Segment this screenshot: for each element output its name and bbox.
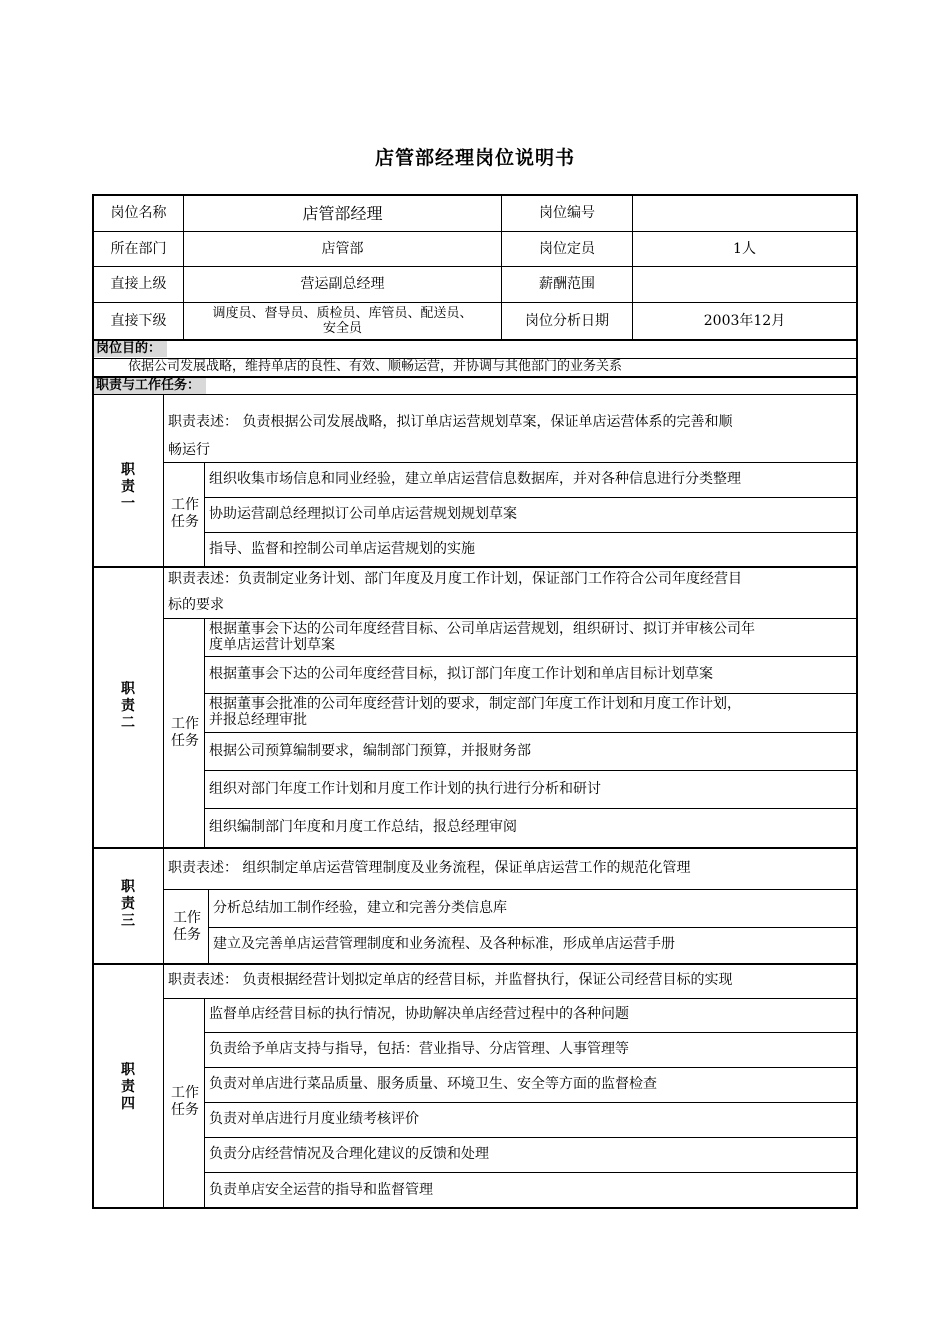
duty-1-desc-line-2: 畅运行 [168,442,210,458]
duty-1-task-1: 组织收集市场信息和同业经验，建立单店运营信息数据库，并对各种信息进行分类整理 [209,471,741,487]
position-no-label: 岗位编号 [539,205,595,221]
duty-2-task-2: 根据董事会下达的公司年度经营目标，拟订部门年度工作计划和单店目标计划草案 [209,666,713,682]
headcount-value: 1人 [733,240,756,257]
duty-4-task-4: 负责对单店进行月度业绩考核评价 [209,1111,419,1127]
purpose-label: 岗位目的： [94,341,167,357]
duty-4-task-3: 负责对单店进行菜品质量、服务质量、环境卫生、安全等方面的监督检查 [209,1076,657,1092]
duties-label: 职责与工作任务： [94,378,206,394]
analysis-date-value: 2003年12月 [703,312,786,329]
position-no-value [633,196,856,231]
subordinate-line-1: 调度员、督导员、质检员、库管员、配送员、 [212,306,473,321]
duty-2-task-6: 组织编制部门年度和月度工作总结，报总经理审阅 [209,819,517,835]
duty-2-name: 职 责 二 [121,681,135,731]
department-value: 店管部 [321,240,364,257]
position-name-label: 岗位名称 [110,205,167,221]
headcount-label: 岗位定员 [539,240,595,257]
duty-3-work-label: 工作 任务 [173,910,201,943]
duty-3-name: 职 责 三 [121,879,135,929]
duty-2-task-1b: 度单店运营计划草案 [209,637,335,653]
duty-4-work-label: 工作 任务 [171,1085,199,1118]
superior-label: 直接上级 [110,276,167,292]
duty-1-work-label: 工作 任务 [171,497,199,530]
duty-2-desc-line-2: 标的要求 [168,597,224,613]
duty-2-task-3a: 根据董事会批准的公司年度经营计划的要求，制定部门年度工作计划和月度工作计划， [209,696,741,712]
duty-2-work-label: 工作 任务 [171,716,199,749]
department-label: 所在部门 [110,240,167,257]
duty-4-task-1: 监督单店经营目标的执行情况，协助解决单店经营过程中的各种问题 [209,1006,629,1022]
subordinate-value [184,303,501,339]
duty-2-task-5: 组织对部门年度工作计划和月度工作计划的执行进行分析和研讨 [209,781,601,797]
duty-3-task-2: 建立及完善单店运营管理制度和业务流程、及各种标准，形成单店运营手册 [213,936,675,952]
duty-1-name: 职 责 一 [121,462,135,512]
duty-4-name: 职 责 四 [121,1062,135,1112]
subordinate-line-2: 安全员 [322,321,362,336]
subordinate-label: 直接下级 [110,312,167,329]
duty-4-task-6: 负责单店安全运营的指导和监督管理 [209,1182,433,1198]
duty-2-task-1a: 根据董事会下达的公司年度经营目标、公司单店运营规划，组织研讨、拟订并审核公司年 [209,621,755,637]
salary-value [633,267,856,302]
duty-1-task-2: 协助运营副总经理拟订公司单店运营规划规划草案 [209,506,517,522]
duty-4-task-2: 负责给予单店支持与指导，包括：营业指导、分店管理、人事管理等 [209,1041,629,1057]
duty-4-desc-line-1: 职责表述： 负责根据经营计划拟定单店的经营目标，并监督执行，保证公司经营目标的实现 [168,972,733,988]
job-description-table [92,194,858,1209]
duty-3-task-1: 分析总结加工制作经验，建立和完善分类信息库 [213,900,507,916]
salary-label: 薪酬范围 [539,276,595,292]
duty-2-task-4: 根据公司预算编制要求，编制部门预算，并报财务部 [209,743,531,759]
duty-1-task-3: 指导、监督和控制公司单店运营规划的实施 [209,541,475,557]
position-name-value: 店管部经理 [302,204,383,223]
duty-2-task-3b: 并报总经理审批 [209,712,307,728]
duty-3-desc-line-1: 职责表述： 组织制定单店运营管理制度及业务流程，保证单店运营工作的规范化管理 [168,860,691,876]
purpose-text: 依据公司发展战略，维持单店的良性、有效、顺畅运营，并协调与其他部门的业务关系 [128,359,623,374]
duty-1-desc-line-1: 职责表述： 负责根据公司发展战略，拟订单店运营规划草案，保证单店运营体系的完善和顺 [168,414,733,430]
analysis-date-label: 岗位分析日期 [525,312,609,329]
duty-2-desc-line-1: 职责表述：负责制定业务计划、部门年度及月度工作计划，保证部门工作符合公司年度经营目 [168,571,742,587]
superior-value: 营运副总经理 [300,276,385,292]
page-title: 店管部经理岗位说明书 [374,147,575,169]
duty-4-task-5: 负责分店经营情况及合理化建议的反馈和处理 [209,1146,489,1162]
